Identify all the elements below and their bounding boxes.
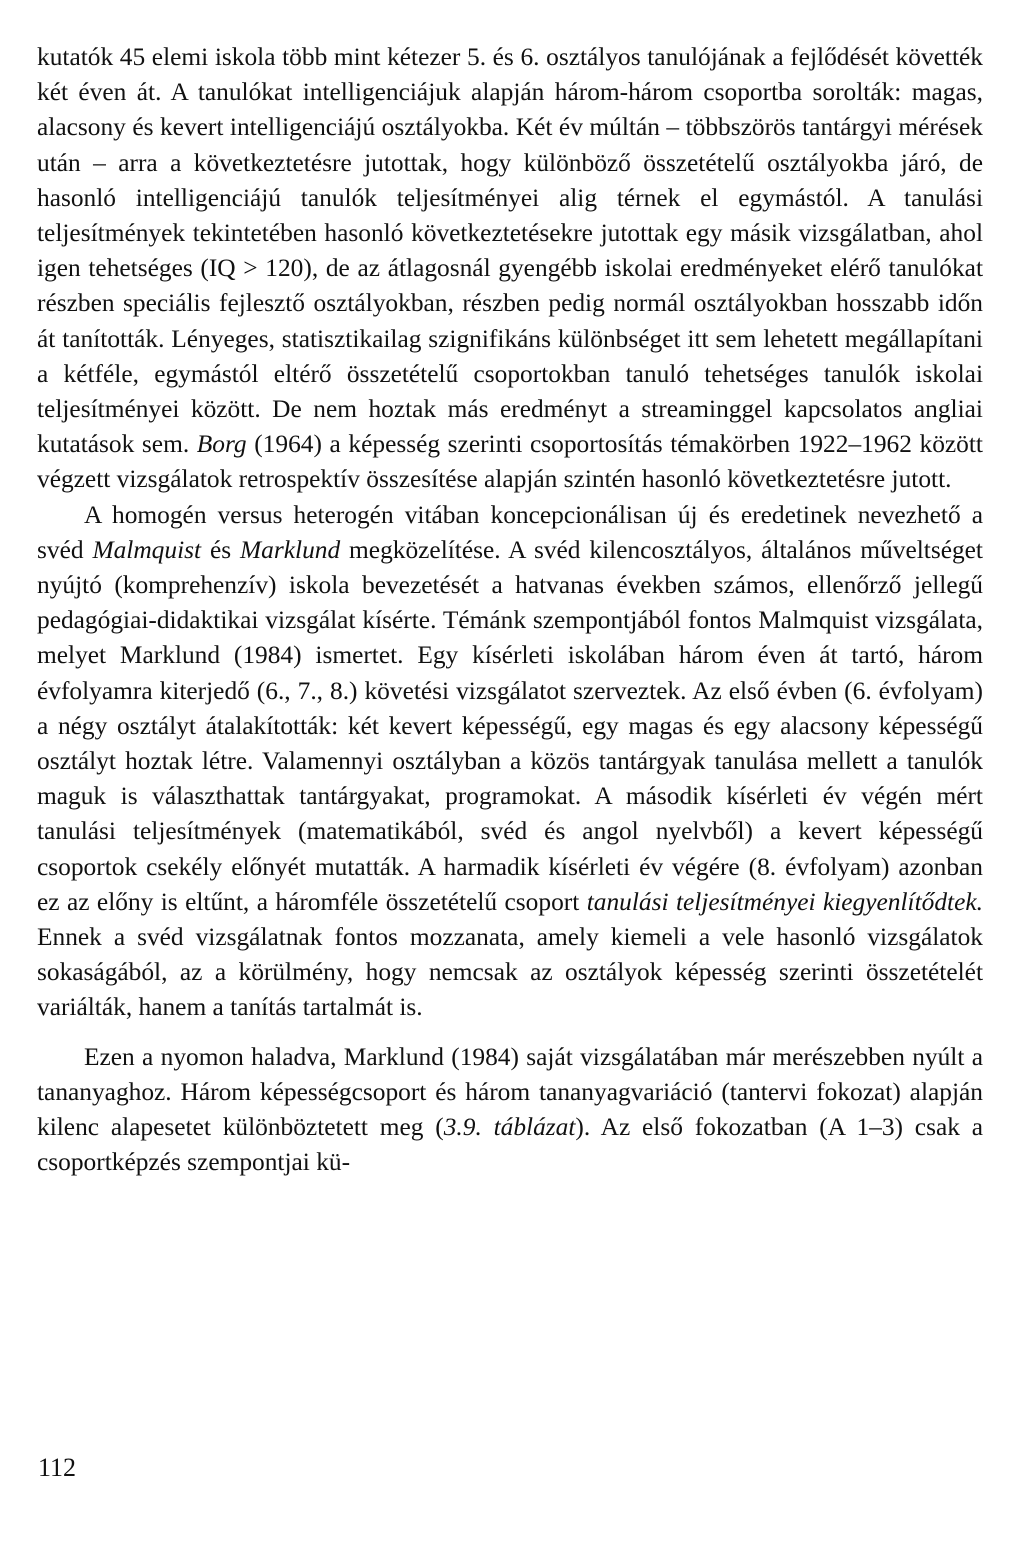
page-number: 112: [38, 1453, 77, 1482]
paragraph-1: [37, 40, 983, 498]
paragraph-3: [37, 1040, 983, 1181]
paragraph-2-text-end: Ennek a svéd vizsgálatnak fontos mozzanata, amely kiemeli a vele hasonló vizsgálatok sokaságából, az a körülmény, hogy nemcsak az osztályok képesség szerinti összetételét variálták, hanem a tanítás tartalmát is.: [37, 923, 983, 1022]
page-body: [37, 40, 983, 1181]
paragraph-3-text-end: ). Az első fokozatban (A 1–3) csak a csoportképzés szempontjai kü-: [37, 1113, 983, 1177]
table-reference: 3.9. táblázat: [443, 1113, 576, 1142]
paragraph-1-text-end: (1964) a képesség szerinti csoportosítás témakörben 1922–1962 között végzett vizsgálatok retrospektív összesítése alapján szintén hasonló következtetésre jutott.: [37, 430, 983, 494]
author-name-malmquist: Malmquist: [92, 535, 202, 564]
paragraph-2-connector: és: [201, 535, 241, 564]
emphasis-phrase: tanulási teljesítményei kiegyenlítődtek.: [586, 887, 983, 916]
author-name-borg: Borg: [196, 430, 247, 459]
paragraph-2-text-mid: megközelítése. A svéd kilencosztályos, általános műveltséget nyújtó (komprehenzív) iskola bevezetését a hatvanas években számos, ellenőrző jellegű pedagógiai-didaktikai vizsgálat kísérte. Témánk szempontjából fontos Malmquist vizsgálata, melyet Marklund (1984) ismertet. Egy kísérleti iskolában három éven át tartó, három évfolyamra kiterjedő (6., 7., 8.) követési vizsgálatot szerveztek. Az első évben (6. évfolyam) a négy osztályt átalakították: két kevert képességű, egy magas és egy alacsony képességű osztályt hoztak létre. Valamennyi osztályban a közös tantárgyak tanulása mellett a tanulók maguk is választhattak tantárgyakat, programokat. A második kísérleti év végén mért tanulási teljesítmények (matematikából, svéd és angol nyelvből) a kevert képességű csoportok csekély előnyét mutatták. A harmadik kísérleti év végére (8. évfolyam) azonban ez az előny is eltűnt, a háromféle összetételű csoport: [37, 535, 983, 916]
paragraph-1-text: kutatók 45 elemi iskola több mint kétezer 5. és 6. osztályos tanulójának a fejlődését követték két éven át. A tanulókat intelligenciájuk alapján három-három csoportba sorolták: magas, alacsony és kevert intelligenciájú osztályokba. Két év múltán – többszörös tantárgyi mérések után – arra a következtetésre jutottak, hogy különböző összetételű osztályokba járó, de hasonló intelligenciájú tanulók teljesítményei alig térnek el egymástól. A tanulási teljesítmények tekintetében hasonló következtetésekre jutottak egy másik vizsgálatban, ahol igen tehetséges (IQ > 120), de az átlagosnál gyengébb iskolai eredményeket elérő tanulókat részben speciális fejlesztő osztályokban, részben pedig normál osztályokban hosszabb időn át tanították. Lényeges, statisztikailag szignifikáns különbséget itt sem lehetett megállapítani a kétféle, egymástól eltérő összetételű csoportokban tanuló tehetséges tanulók iskolai teljesítményei között. De nem hoztak más eredményt a streaminggel kapcsolatos angliai kutatások sem.: [37, 43, 983, 459]
author-name-marklund: Marklund: [240, 535, 341, 564]
paragraph-2-text: A homogén versus heterogén vitában koncepcionálisan új és eredetinek nevezhető a svéd: [37, 500, 983, 564]
paragraph-3-text: Ezen a nyomon haladva, Marklund (1984) saját vizsgálatában már merészebben nyúlt a tananyaghoz. Három képességcsoport és három tananyagvariáció (tantervi fokozat) alapján kilenc alapesetet különböztetett meg (: [37, 1042, 983, 1142]
paragraph-2: [37, 498, 983, 1026]
